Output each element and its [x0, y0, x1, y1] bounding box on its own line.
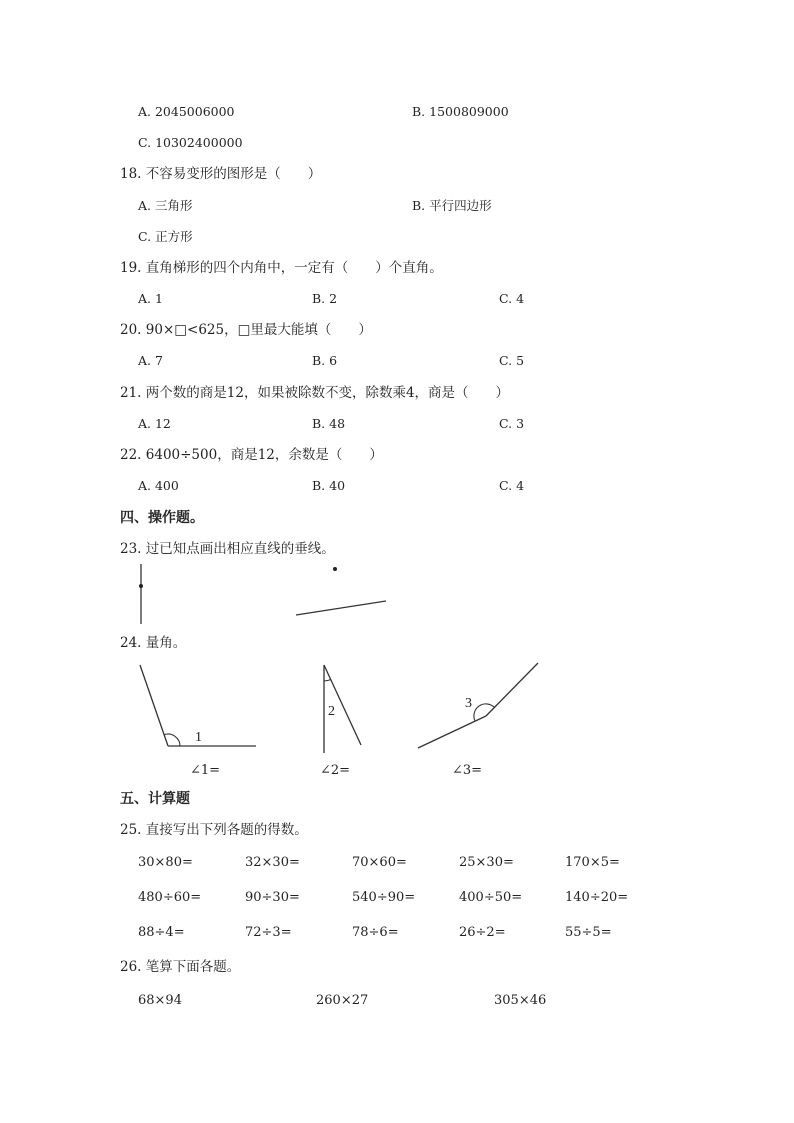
calc-item: 26÷2= [459, 925, 506, 940]
q22-option-a: A. 400 [138, 478, 179, 493]
q21-option-b: B. 48 [312, 416, 346, 431]
written-calc-item: 68×94 [138, 993, 182, 1008]
calc-item: 90÷30= [245, 890, 300, 905]
calc-item: 88÷4= [138, 925, 185, 940]
q19-option-b: B. 2 [312, 291, 338, 306]
angle1-label: 1 [195, 730, 202, 745]
q17-option-a: A. 2045006000 [138, 104, 235, 119]
angle2-answer: ∠2= [320, 763, 351, 778]
q19-option-a: A. 1 [138, 291, 163, 306]
q22-stem: 22. 6400÷500，商是12，余数是（ ） [120, 447, 383, 463]
angle1-answer: ∠1= [190, 763, 221, 778]
q23-stem: 23. 过已知点画出相应直线的垂线。 [120, 541, 335, 557]
written-calc-item: 260×27 [316, 993, 369, 1008]
q26-stem: 26. 笔算下面各题。 [120, 959, 241, 975]
q17-option-b: B. 1500809000 [412, 104, 509, 119]
angle2-arc [324, 680, 331, 682]
calc-item: 30×80= [138, 855, 193, 870]
calc-item: 78÷6= [352, 925, 399, 940]
written-calc-item: 305×46 [494, 993, 547, 1008]
angle1-arm-slanted [140, 665, 168, 746]
q22-option-b: B. 40 [312, 478, 346, 493]
calc-item: 140÷20= [565, 890, 629, 905]
section-5-heading: 五、计算题 [120, 791, 190, 807]
q18-option-a: A. 三角形 [138, 198, 193, 213]
calc-item: 170×5= [565, 855, 620, 870]
calc-item: 32×30= [245, 855, 300, 870]
calc-item: 400÷50= [459, 890, 523, 905]
q24-stem: 24. 量角。 [120, 635, 187, 651]
calc-item: 72÷3= [245, 925, 292, 940]
q18-option-c: C. 正方形 [138, 229, 193, 244]
calc-item: 25×30= [459, 855, 514, 870]
angle3-arm-upper [486, 663, 538, 716]
section-4-heading: 四、操作题。 [120, 510, 204, 526]
q18-stem: 18. 不容易变形的图形是（ ） [120, 166, 322, 182]
angle3-arc [474, 704, 494, 721]
q18-option-b: B. 平行四边形 [412, 198, 492, 213]
calc-item: 70×60= [352, 855, 407, 870]
q20-option-a: A. 7 [138, 353, 163, 368]
q19-option-c: C. 4 [499, 291, 525, 306]
q19-stem: 19. 直角梯形的四个内角中，一定有（ ）个直角。 [120, 260, 443, 276]
calc-item: 540÷90= [352, 890, 416, 905]
q21-option-a: A. 12 [138, 416, 171, 431]
q17-option-c: C. 10302400000 [138, 135, 243, 150]
q22-option-c: C. 4 [499, 478, 525, 493]
q21-stem: 21. 两个数的商是12，如果被除数不变，除数乘4，商是（ ） [120, 385, 510, 401]
q20-option-c: C. 5 [499, 353, 525, 368]
angle3-label: 3 [465, 696, 472, 711]
q20-stem: 20. 90×□<625，□里最大能填（ ） [120, 322, 372, 338]
q21-option-c: C. 3 [499, 416, 525, 431]
calc-item: 480÷60= [138, 890, 202, 905]
angle3-arm-lower [418, 716, 486, 748]
angle2-label: 2 [328, 704, 335, 719]
q20-option-b: B. 6 [312, 353, 338, 368]
angle3-answer: ∠3= [452, 763, 483, 778]
q25-stem: 25. 直接写出下列各题的得数。 [120, 822, 308, 838]
calc-item: 55÷5= [565, 925, 612, 940]
